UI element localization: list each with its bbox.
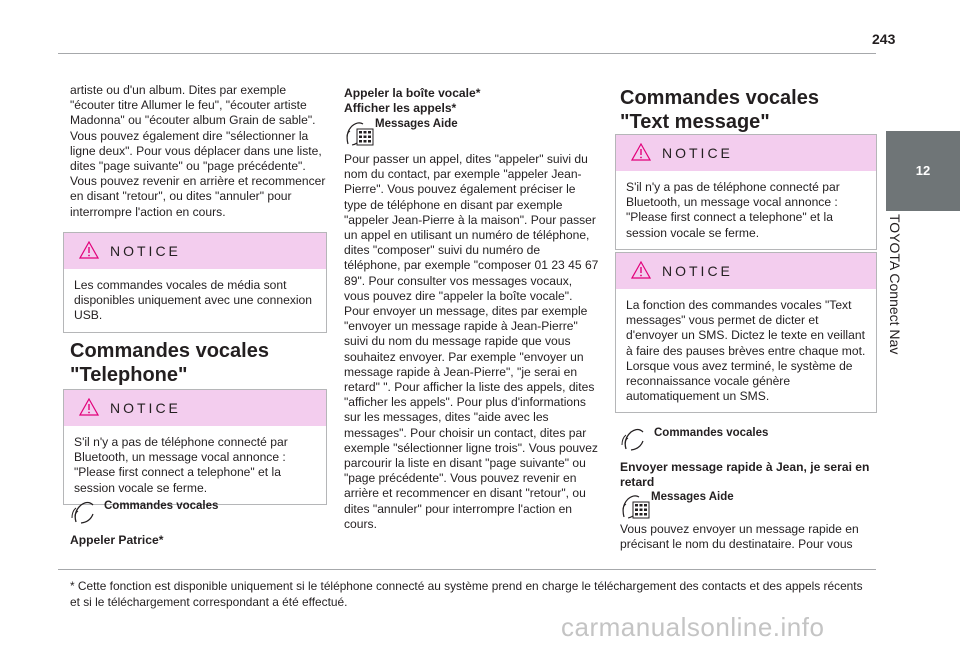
- notice-title: NOTICE: [110, 243, 181, 259]
- help-messages-row: [620, 490, 734, 520]
- chapter-title: [887, 214, 917, 454]
- section-heading-text-message: Commandes vocales "Text message": [620, 87, 819, 133]
- warning-icon: [79, 398, 99, 416]
- notice-media-usb: [63, 232, 327, 333]
- top-divider: [58, 53, 876, 54]
- command-example: Envoyer message rapide à Jean, je serai en retard: [620, 460, 870, 490]
- warning-icon: [631, 143, 651, 161]
- warning-icon: [79, 241, 99, 259]
- notice-bluetooth-phone: [615, 134, 877, 250]
- footnote-divider: [58, 569, 876, 570]
- notice-body: S'il n'y a pas de téléphone connecté par Bluetooth, un message vocal annonce : "Please first connect a telephone" et la session vocale se ferme.: [626, 180, 840, 240]
- notice-header: [616, 253, 876, 289]
- watermark: carmanualsonline.info: [561, 612, 825, 642]
- voice-command-icon: [70, 500, 100, 526]
- notice-bluetooth-phone: [63, 389, 327, 505]
- col2-body: Pour passer un appel, dites "appeler" suivi du nom du contact, par exemple "appeler Jean-Pierre". Vous pouvez également préciser le type de téléphone en disant par exemple "appeler Jean-Pierre à la maison". Pour passer un appel en utilisant un numéro de téléphone, dites "composer" suivi du numéro de téléphone, par exemple "composer 01 23 45 67 89". Pour consulter vos messages vocaux, vous pouvez dire "appeler la boîte vocale". Pour envoyer un message, dites par exemple "envoyer un message rapide à Jean-Pierre" suivi du nom du message rapide que vous souhaitez envoyer. Par exemple "envoyer un message rapide à Jean-Pierre", "je serai en retard" ". Pour afficher la liste des appels, dites "afficher les appels". Pour plus d'informations sur les messages, dites "aide avec les messages". Pour choisir un contact, dites par exemple "sélectionner ligne trois". Vous pouvez parcourir la liste en disant "page suivante" ou "page précédente". Vous pouvez revenir en arrière et recommencer en disant "retour", ou dites "annuler" pour interrompre l'action en cours.: [344, 152, 599, 531]
- voice-command-icon: [620, 427, 650, 453]
- voice-command-row: [620, 427, 768, 453]
- voice-command-row: [70, 500, 218, 526]
- notice-body: Les commandes vocales de média sont disponibles uniquement avec une connexion USB.: [74, 278, 313, 323]
- help-messages-row: [344, 117, 458, 147]
- notice-title: NOTICE: [662, 263, 733, 279]
- notice-title: NOTICE: [110, 400, 181, 416]
- section-heading-telephone: Commandes vocales "Telephone": [70, 340, 269, 386]
- voice-help-icon: [620, 490, 650, 520]
- col1-intro: artiste ou d'un album. Dites par exemple "écouter titre Allumer le feu", "écouter artiste Madonna" ou "écouter album Grain de sable". Vous pouvez également dire "sélectionner la ligne deux". Pour vous déplacer dans une liste, dites "page suivante" ou "page précédente". Vous pouvez revenir en arrière et recommencer en disant "retour", ou dites "annuler" pour interrompre l'action en cours.: [70, 83, 326, 219]
- help-messages-label: Messages Aide: [651, 491, 734, 503]
- notice-header: [616, 135, 876, 171]
- chapter-tab[interactable]: 12: [886, 131, 960, 211]
- notice-header: [64, 233, 326, 269]
- warning-icon: [631, 261, 651, 279]
- command-example: Afficher les appels*: [344, 101, 457, 115]
- footnote: * Cette fonction est disponible uniquement si le téléphone connecté au système prend en charge le téléchargement des contacts et des appels récents et si le téléchargement correspondant a été effectué.: [70, 579, 863, 609]
- notice-body: S'il n'y a pas de téléphone connecté par Bluetooth, un message vocal annonce : "Please first connect a telephone" et la session vocale se ferme.: [74, 435, 288, 495]
- voice-command-label: Commandes vocales: [104, 500, 219, 512]
- command-example: Appeler la boîte vocale*: [344, 86, 481, 100]
- page-number: 243: [872, 31, 896, 47]
- voice-help-icon: [344, 117, 374, 147]
- notice-text-messages: [615, 252, 877, 413]
- notice-body: La fonction des commandes vocales "Text messages" vous permet de dicter et d'envoyer un SMS. Dictez le texte en veillant à faire des pauses brèves entre chaque mot. Lorsque vous avez terminé, le système de reconnaissance vocale génère automatiquement un SMS.: [626, 298, 866, 404]
- notice-header: [64, 390, 326, 426]
- notice-title: NOTICE: [662, 145, 733, 161]
- voice-command-label: Commandes vocales: [654, 427, 769, 439]
- col3-body: Vous pouvez envoyer un message rapide en précisant le nom du destinataire. Pour vous: [620, 522, 859, 552]
- command-example: Appeler Patrice*: [70, 533, 164, 547]
- help-messages-label: Messages Aide: [375, 118, 458, 130]
- chapter-title-text: TOYOTA Connect Nav: [887, 214, 903, 355]
